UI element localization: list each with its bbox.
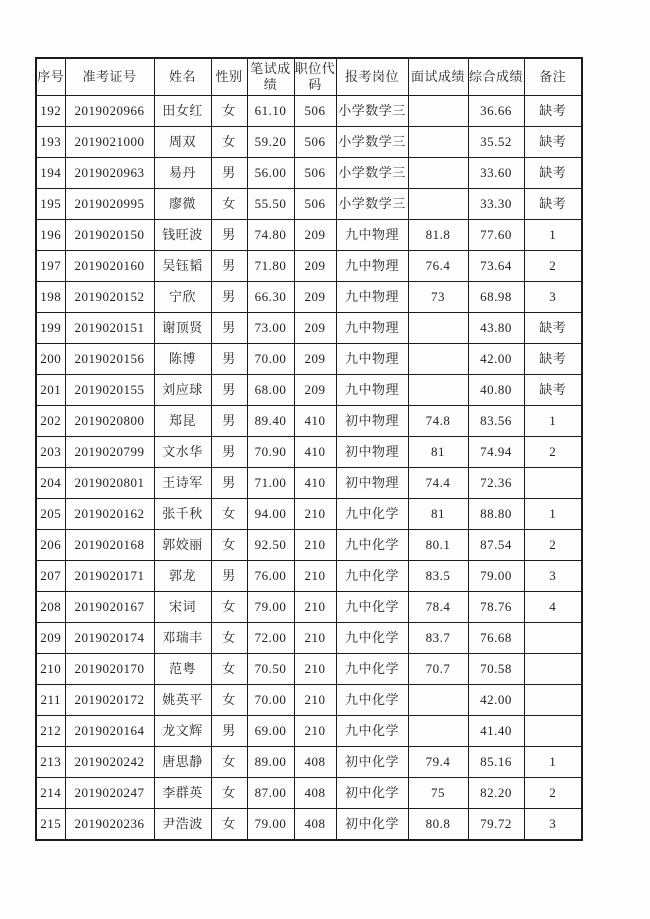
cell-serial: 195 xyxy=(36,189,65,220)
cell-remark: 3 xyxy=(524,809,582,841)
table-row xyxy=(36,530,582,561)
cell-position-code: 408 xyxy=(294,809,336,841)
cell-remark xyxy=(524,716,582,747)
cell-position: 九中物理 xyxy=(336,251,408,282)
cell-interview-score: 70.7 xyxy=(408,654,468,685)
cell-interview-score xyxy=(408,96,468,127)
cell-admission-no: 2019020242 xyxy=(65,747,154,778)
cell-gender: 女 xyxy=(211,623,247,654)
cell-position-code: 209 xyxy=(294,344,336,375)
cell-composite-score: 83.56 xyxy=(468,406,524,437)
cell-serial: 206 xyxy=(36,530,65,561)
cell-written-score: 71.00 xyxy=(247,468,294,499)
cell-position-code: 209 xyxy=(294,220,336,251)
cell-remark: 3 xyxy=(524,561,582,592)
table-row xyxy=(36,561,582,592)
cell-gender: 男 xyxy=(211,716,247,747)
cell-remark: 1 xyxy=(524,747,582,778)
cell-gender: 男 xyxy=(211,375,247,406)
cell-admission-no: 2019020170 xyxy=(65,654,154,685)
cell-remark: 3 xyxy=(524,282,582,313)
cell-position-code: 506 xyxy=(294,127,336,158)
cell-gender: 女 xyxy=(211,685,247,716)
cell-admission-no: 2019020160 xyxy=(65,251,154,282)
cell-remark: 缺考 xyxy=(524,344,582,375)
cell-composite-score: 76.68 xyxy=(468,623,524,654)
cell-composite-score: 42.00 xyxy=(468,344,524,375)
cell-remark: 2 xyxy=(524,251,582,282)
cell-admission-no: 2019020799 xyxy=(65,437,154,468)
cell-interview-score: 81.8 xyxy=(408,220,468,251)
cell-position: 小学数学三 xyxy=(336,127,408,158)
cell-written-score: 55.50 xyxy=(247,189,294,220)
cell-gender: 男 xyxy=(211,344,247,375)
cell-written-score: 70.90 xyxy=(247,437,294,468)
cell-interview-score: 81 xyxy=(408,499,468,530)
cell-position: 初中化学 xyxy=(336,778,408,809)
cell-admission-no: 2019021000 xyxy=(65,127,154,158)
cell-written-score: 56.00 xyxy=(247,158,294,189)
cell-position-code: 408 xyxy=(294,747,336,778)
cell-name: 郑昆 xyxy=(154,406,211,437)
cell-composite-score: 33.60 xyxy=(468,158,524,189)
column-header-position: 报考岗位 xyxy=(336,58,408,96)
cell-interview-score: 73 xyxy=(408,282,468,313)
cell-position-code: 209 xyxy=(294,282,336,313)
cell-written-score: 74.80 xyxy=(247,220,294,251)
cell-gender: 女 xyxy=(211,747,247,778)
cell-written-score: 66.30 xyxy=(247,282,294,313)
cell-remark xyxy=(524,623,582,654)
cell-composite-score: 43.80 xyxy=(468,313,524,344)
cell-name: 王诗军 xyxy=(154,468,211,499)
cell-composite-score: 73.64 xyxy=(468,251,524,282)
cell-admission-no: 2019020150 xyxy=(65,220,154,251)
cell-position: 初中物理 xyxy=(336,468,408,499)
cell-composite-score: 35.52 xyxy=(468,127,524,158)
cell-position-code: 210 xyxy=(294,499,336,530)
cell-position: 初中化学 xyxy=(336,809,408,841)
cell-written-score: 70.00 xyxy=(247,344,294,375)
cell-position: 九中物理 xyxy=(336,282,408,313)
cell-interview-score xyxy=(408,685,468,716)
cell-serial: 214 xyxy=(36,778,65,809)
cell-admission-no: 2019020168 xyxy=(65,530,154,561)
cell-serial: 212 xyxy=(36,716,65,747)
cell-interview-score: 83.5 xyxy=(408,561,468,592)
cell-admission-no: 2019020236 xyxy=(65,809,154,841)
cell-interview-score xyxy=(408,344,468,375)
score-table xyxy=(35,57,583,841)
cell-interview-score: 78.4 xyxy=(408,592,468,623)
cell-position: 九中化学 xyxy=(336,592,408,623)
column-header-written-score: 笔试成绩 xyxy=(247,58,294,96)
cell-gender: 男 xyxy=(211,437,247,468)
table-row xyxy=(36,189,582,220)
cell-serial: 215 xyxy=(36,809,65,841)
cell-serial: 209 xyxy=(36,623,65,654)
cell-name: 周双 xyxy=(154,127,211,158)
cell-position: 初中化学 xyxy=(336,747,408,778)
cell-position: 九中化学 xyxy=(336,561,408,592)
cell-position-code: 210 xyxy=(294,592,336,623)
cell-written-score: 72.00 xyxy=(247,623,294,654)
table-row xyxy=(36,468,582,499)
table-row xyxy=(36,158,582,189)
table-row xyxy=(36,406,582,437)
cell-interview-score xyxy=(408,313,468,344)
cell-name: 宋词 xyxy=(154,592,211,623)
table-row xyxy=(36,251,582,282)
table-row xyxy=(36,685,582,716)
cell-position: 九中化学 xyxy=(336,530,408,561)
cell-gender: 女 xyxy=(211,778,247,809)
table-row xyxy=(36,220,582,251)
cell-name: 钱旺波 xyxy=(154,220,211,251)
cell-composite-score: 74.94 xyxy=(468,437,524,468)
cell-serial: 201 xyxy=(36,375,65,406)
table-row xyxy=(36,778,582,809)
cell-position: 小学数学三 xyxy=(336,189,408,220)
cell-gender: 男 xyxy=(211,406,247,437)
cell-position-code: 506 xyxy=(294,96,336,127)
cell-gender: 男 xyxy=(211,313,247,344)
cell-serial: 198 xyxy=(36,282,65,313)
table-row xyxy=(36,282,582,313)
table-row xyxy=(36,654,582,685)
cell-remark: 2 xyxy=(524,778,582,809)
cell-gender: 男 xyxy=(211,251,247,282)
cell-name: 廖微 xyxy=(154,189,211,220)
cell-written-score: 92.50 xyxy=(247,530,294,561)
cell-gender: 女 xyxy=(211,592,247,623)
cell-gender: 男 xyxy=(211,561,247,592)
cell-interview-score xyxy=(408,158,468,189)
cell-serial: 208 xyxy=(36,592,65,623)
cell-admission-no: 2019020174 xyxy=(65,623,154,654)
table-row xyxy=(36,313,582,344)
cell-name: 谢顶贤 xyxy=(154,313,211,344)
cell-position-code: 410 xyxy=(294,468,336,499)
cell-remark xyxy=(524,685,582,716)
cell-composite-score: 40.80 xyxy=(468,375,524,406)
table-row xyxy=(36,623,582,654)
cell-position-code: 210 xyxy=(294,530,336,561)
cell-written-score: 94.00 xyxy=(247,499,294,530)
cell-interview-score xyxy=(408,716,468,747)
cell-remark: 1 xyxy=(524,499,582,530)
column-header-admission-no: 准考证号 xyxy=(65,58,154,96)
cell-gender: 男 xyxy=(211,158,247,189)
cell-serial: 211 xyxy=(36,685,65,716)
cell-name: 田女红 xyxy=(154,96,211,127)
cell-interview-score: 80.8 xyxy=(408,809,468,841)
cell-remark xyxy=(524,468,582,499)
cell-position-code: 210 xyxy=(294,716,336,747)
cell-written-score: 68.00 xyxy=(247,375,294,406)
cell-written-score: 89.40 xyxy=(247,406,294,437)
cell-position: 九中物理 xyxy=(336,220,408,251)
cell-interview-score: 75 xyxy=(408,778,468,809)
cell-composite-score: 70.58 xyxy=(468,654,524,685)
cell-name: 易丹 xyxy=(154,158,211,189)
cell-written-score: 59.20 xyxy=(247,127,294,158)
column-header-position-code: 职位代码 xyxy=(294,58,336,96)
cell-remark: 缺考 xyxy=(524,313,582,344)
cell-admission-no: 2019020172 xyxy=(65,685,154,716)
cell-name: 张千秋 xyxy=(154,499,211,530)
cell-gender: 女 xyxy=(211,530,247,561)
cell-written-score: 70.50 xyxy=(247,654,294,685)
cell-remark: 缺考 xyxy=(524,375,582,406)
cell-position: 九中化学 xyxy=(336,654,408,685)
cell-serial: 210 xyxy=(36,654,65,685)
cell-interview-score xyxy=(408,375,468,406)
cell-composite-score: 72.36 xyxy=(468,468,524,499)
cell-interview-score: 81 xyxy=(408,437,468,468)
cell-interview-score: 79.4 xyxy=(408,747,468,778)
cell-name: 龙文辉 xyxy=(154,716,211,747)
cell-serial: 197 xyxy=(36,251,65,282)
column-header-interview-score: 面试成绩 xyxy=(408,58,468,96)
table-body xyxy=(36,96,582,841)
cell-serial: 213 xyxy=(36,747,65,778)
cell-admission-no: 2019020995 xyxy=(65,189,154,220)
cell-name: 郭龙 xyxy=(154,561,211,592)
column-header-gender: 性别 xyxy=(211,58,247,96)
cell-written-score: 79.00 xyxy=(247,592,294,623)
cell-admission-no: 2019020963 xyxy=(65,158,154,189)
header-row xyxy=(36,58,582,96)
cell-gender: 女 xyxy=(211,189,247,220)
column-header-serial: 序号 xyxy=(36,58,65,96)
cell-interview-score: 74.8 xyxy=(408,406,468,437)
cell-serial: 204 xyxy=(36,468,65,499)
cell-gender: 男 xyxy=(211,220,247,251)
cell-position-code: 410 xyxy=(294,437,336,468)
cell-position-code: 210 xyxy=(294,654,336,685)
cell-remark: 缺考 xyxy=(524,127,582,158)
cell-position: 初中物理 xyxy=(336,406,408,437)
cell-written-score: 73.00 xyxy=(247,313,294,344)
cell-position: 九中化学 xyxy=(336,499,408,530)
cell-gender: 女 xyxy=(211,809,247,841)
cell-remark: 2 xyxy=(524,437,582,468)
cell-composite-score: 79.00 xyxy=(468,561,524,592)
cell-composite-score: 79.72 xyxy=(468,809,524,841)
cell-remark: 4 xyxy=(524,592,582,623)
cell-position-code: 209 xyxy=(294,313,336,344)
column-header-composite-score: 综合成绩 xyxy=(468,58,524,96)
cell-admission-no: 2019020152 xyxy=(65,282,154,313)
cell-name: 吴钰韬 xyxy=(154,251,211,282)
cell-position: 九中物理 xyxy=(336,375,408,406)
table-row xyxy=(36,96,582,127)
cell-interview-score: 80.1 xyxy=(408,530,468,561)
cell-name: 陈博 xyxy=(154,344,211,375)
cell-admission-no: 2019020156 xyxy=(65,344,154,375)
table-row xyxy=(36,747,582,778)
cell-name: 文水华 xyxy=(154,437,211,468)
table-row xyxy=(36,437,582,468)
cell-position-code: 506 xyxy=(294,158,336,189)
cell-serial: 192 xyxy=(36,96,65,127)
cell-interview-score: 76.4 xyxy=(408,251,468,282)
cell-position-code: 210 xyxy=(294,685,336,716)
cell-written-score: 89.00 xyxy=(247,747,294,778)
cell-written-score: 87.00 xyxy=(247,778,294,809)
cell-gender: 男 xyxy=(211,468,247,499)
cell-serial: 193 xyxy=(36,127,65,158)
table-row xyxy=(36,716,582,747)
cell-serial: 200 xyxy=(36,344,65,375)
cell-name: 姚英平 xyxy=(154,685,211,716)
cell-position: 小学数学三 xyxy=(336,96,408,127)
cell-position-code: 210 xyxy=(294,623,336,654)
cell-admission-no: 2019020800 xyxy=(65,406,154,437)
column-header-name: 姓名 xyxy=(154,58,211,96)
cell-gender: 女 xyxy=(211,654,247,685)
cell-remark: 缺考 xyxy=(524,158,582,189)
table-row xyxy=(36,375,582,406)
cell-composite-score: 77.60 xyxy=(468,220,524,251)
cell-position-code: 209 xyxy=(294,251,336,282)
cell-composite-score: 68.98 xyxy=(468,282,524,313)
cell-serial: 207 xyxy=(36,561,65,592)
cell-composite-score: 87.54 xyxy=(468,530,524,561)
cell-remark: 缺考 xyxy=(524,96,582,127)
cell-position: 九中化学 xyxy=(336,623,408,654)
cell-composite-score: 88.80 xyxy=(468,499,524,530)
cell-position: 小学数学三 xyxy=(336,158,408,189)
cell-position: 九中物理 xyxy=(336,344,408,375)
cell-written-score: 70.00 xyxy=(247,685,294,716)
cell-position: 初中物理 xyxy=(336,437,408,468)
cell-remark: 缺考 xyxy=(524,189,582,220)
cell-composite-score: 36.66 xyxy=(468,96,524,127)
cell-admission-no: 2019020247 xyxy=(65,778,154,809)
table-row xyxy=(36,344,582,375)
cell-remark: 1 xyxy=(524,220,582,251)
cell-position: 九中化学 xyxy=(336,685,408,716)
cell-name: 唐思静 xyxy=(154,747,211,778)
cell-admission-no: 2019020164 xyxy=(65,716,154,747)
cell-interview-score: 83.7 xyxy=(408,623,468,654)
cell-position-code: 410 xyxy=(294,406,336,437)
cell-position: 九中物理 xyxy=(336,313,408,344)
cell-name: 刘应球 xyxy=(154,375,211,406)
cell-written-score: 76.00 xyxy=(247,561,294,592)
cell-serial: 203 xyxy=(36,437,65,468)
cell-remark: 2 xyxy=(524,530,582,561)
cell-written-score: 71.80 xyxy=(247,251,294,282)
table-row xyxy=(36,809,582,841)
table-row xyxy=(36,127,582,158)
cell-serial: 194 xyxy=(36,158,65,189)
cell-interview-score xyxy=(408,127,468,158)
cell-position-code: 210 xyxy=(294,561,336,592)
cell-interview-score xyxy=(408,189,468,220)
cell-written-score: 69.00 xyxy=(247,716,294,747)
cell-admission-no: 2019020167 xyxy=(65,592,154,623)
table-row xyxy=(36,499,582,530)
cell-gender: 女 xyxy=(211,499,247,530)
table-row xyxy=(36,592,582,623)
cell-admission-no: 2019020162 xyxy=(65,499,154,530)
cell-name: 郭姣丽 xyxy=(154,530,211,561)
column-header-remark: 备注 xyxy=(524,58,582,96)
cell-interview-score: 74.4 xyxy=(408,468,468,499)
cell-composite-score: 78.76 xyxy=(468,592,524,623)
cell-composite-score: 33.30 xyxy=(468,189,524,220)
cell-position-code: 506 xyxy=(294,189,336,220)
cell-composite-score: 85.16 xyxy=(468,747,524,778)
cell-gender: 女 xyxy=(211,127,247,158)
cell-serial: 196 xyxy=(36,220,65,251)
cell-name: 邓瑞丰 xyxy=(154,623,211,654)
cell-written-score: 61.10 xyxy=(247,96,294,127)
cell-admission-no: 2019020151 xyxy=(65,313,154,344)
cell-position: 九中化学 xyxy=(336,716,408,747)
cell-composite-score: 42.00 xyxy=(468,685,524,716)
cell-serial: 199 xyxy=(36,313,65,344)
cell-remark xyxy=(524,654,582,685)
cell-gender: 女 xyxy=(211,96,247,127)
cell-written-score: 79.00 xyxy=(247,809,294,841)
cell-admission-no: 2019020966 xyxy=(65,96,154,127)
cell-gender: 男 xyxy=(211,282,247,313)
cell-serial: 205 xyxy=(36,499,65,530)
table-header xyxy=(36,58,582,96)
cell-name: 尹浩波 xyxy=(154,809,211,841)
cell-admission-no: 2019020801 xyxy=(65,468,154,499)
cell-remark: 1 xyxy=(524,406,582,437)
cell-admission-no: 2019020171 xyxy=(65,561,154,592)
cell-name: 范粤 xyxy=(154,654,211,685)
cell-admission-no: 2019020155 xyxy=(65,375,154,406)
cell-serial: 202 xyxy=(36,406,65,437)
cell-position-code: 209 xyxy=(294,375,336,406)
cell-composite-score: 82.20 xyxy=(468,778,524,809)
cell-composite-score: 41.40 xyxy=(468,716,524,747)
cell-name: 宁欣 xyxy=(154,282,211,313)
cell-name: 李群英 xyxy=(154,778,211,809)
cell-position-code: 408 xyxy=(294,778,336,809)
